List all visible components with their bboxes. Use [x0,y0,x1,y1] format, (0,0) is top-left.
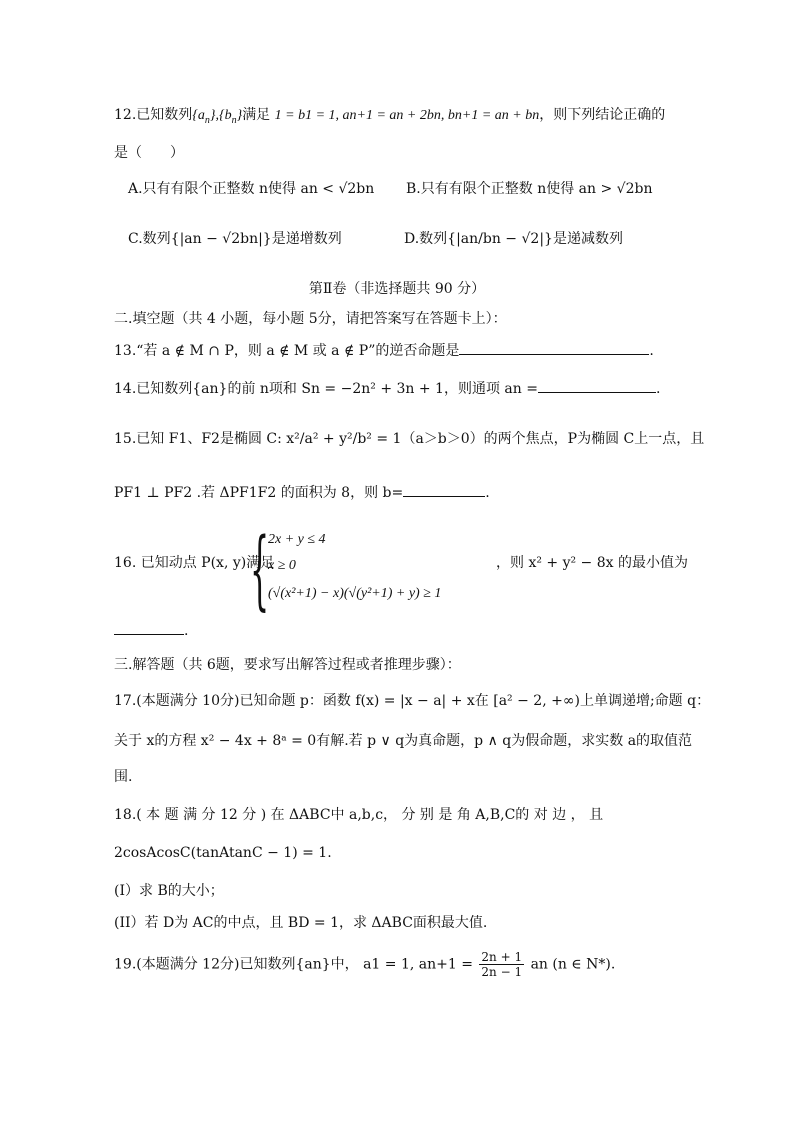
q16-answer-line: . [114,620,714,642]
q18-line2: 2cosAcosC(tanAtanC − 1) = 1. [114,845,332,861]
q12-option-a: A.只有有限个正整数 n使得 an < √2bn [128,181,375,197]
q15-answer-blank [403,482,485,497]
q17-line3: 围. [114,769,133,785]
question-19 [114,950,714,979]
question-14: 14.已知数列{an}的前 n项和 Sn = −2n² + 3n + 1，则通项 an = . [114,378,714,400]
fill-section-header: 二.填空题（共 4 小题，每小题 5分，请把答案写在答题卡上）： [114,311,507,327]
question-15-line1: 15.已知 F1、F2是椭圆 C: x²/a² + y²/b² = 1（a＞b＞0）的两个焦点，P为椭圆 C上一点，且 [114,431,705,447]
q16-constraint-2: x ≥ 0 [268,558,296,573]
q14-text: 14.已知数列{an}的前 n项和 Sn = −2n² + 3n + 1，则通项 an = [114,381,538,397]
q12-cond-lead: 满足 [242,107,275,123]
q16-tail: ，则 x² + y² − 8x 的最小值为 [496,555,688,571]
q12-stem-text: 12.已知数列 [114,107,193,123]
q13-answer-blank [459,340,649,355]
q16-constraint-1: 2x + y ≤ 4 [268,532,326,547]
q12-seq: $\{a_n\},\{b_n\}$ [192,108,243,126]
q19-tail: an (n ∈ N*). [530,956,616,973]
q12-stem-line2: 是（ ） [114,145,184,161]
q16-constraint-3: (√(x²+1) − x)(√(y²+1) + y) ≥ 1 [268,586,442,601]
q19-frac-numerator: 2n + 1 [481,950,523,964]
q16-lead: 16. 已知动点 P(x, y)满足 [114,555,275,571]
q12-option-d: D.数列{|an/bn − √2|}是递减数列 [404,231,623,247]
q12-stem [114,104,714,132]
q14-answer-blank [538,378,656,393]
q17-line2: 关于 x的方程 x² − 4x + 8ᵃ = 0有解.若 p ∨ q为真命题，p ∧ q为假命题，求实数 a的取值范 [114,733,693,749]
question-15-line2: PF1 ⊥ PF2 .若 ΔPF1F2 的面积为 8，则 b= . [114,482,714,504]
q13-text: 13.“若 a ∉ M ∩ P，则 a ∉ M 或 a ∉ P”的逆否命题是 [114,343,460,359]
q12-stem-end: ，则下列结论正确的 [539,107,666,123]
q16-answer-blank [114,620,184,635]
q12-condition: 1 = b1 = 1, an+1 = an + 2bn, bn+1 = an + bn [274,108,540,123]
q16-system [250,520,510,620]
solve-section-header: 三.解答题（共 6题，要求写出解答过程或者推理步骤）： [114,657,461,673]
q15-text: PF1 ⊥ PF2 .若 ΔPF1F2 的面积为 8，则 b= [114,485,404,501]
q18-part1: (I）求 B的大小； [114,883,224,899]
q16-brace: { [250,520,270,620]
q19-frac-denominator: 2n − 1 [481,965,523,979]
q12-option-b: B.只有有限个正整数 n使得 an > √2bn [406,181,653,197]
question-13: 13.“若 a ∉ M ∩ P，则 a ∉ M 或 a ∉ P”的逆否命题是 . [114,340,714,362]
q19-fraction [479,950,524,979]
q19-lead: 19.(本题满分 12分)已知数列{an}中， a1 = 1, an+1 = [114,956,473,973]
q12-option-c: C.数列{|an − √2bn|}是递增数列 [128,231,342,247]
q17-line1: 17.(本题满分 10分)已知命题 p：函数 f(x) = |x − a| + x在 [a² − 2, +∞)上单调递增;命题 q： [114,693,711,709]
q18-line1: 18.( 本 题 满 分 12 分 ) 在 ΔABC中 a,b,c， 分 别 是 角 A,B,C的 对 边 ， 且 [114,807,604,823]
q18-part2: (II）若 D为 AC的中点，且 BD = 1，求 ΔABC面积最大值. [114,915,488,931]
part2-title: 第Ⅱ卷（非选择题共 90 分） [308,281,486,297]
